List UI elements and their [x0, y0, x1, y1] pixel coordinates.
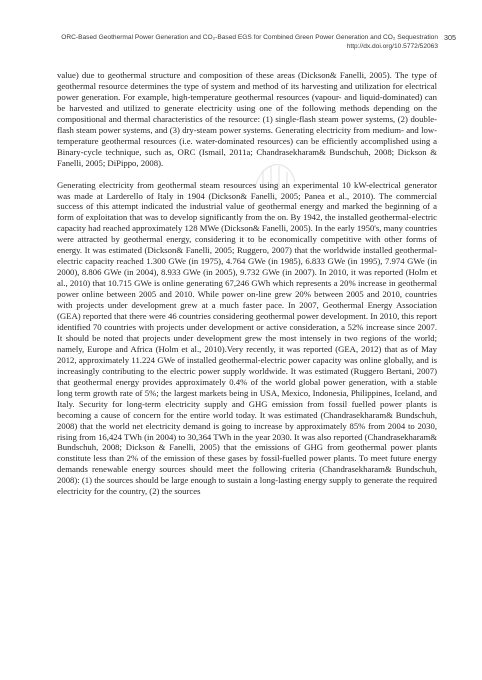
body-text — [57, 70, 437, 508]
paragraph: Generating electricity from geothermal steam resources using an experimental 10 kW-electrical generator was made at Larderello of Italy in 1904 (Dickson& Fanelli, 2005; Panea et al., 2010). The commercial success of this attempt indicated the industrial value of geothermal energy and marked the beginning of a form of exploitation that was to develop significantly from the on. By 1942, the installed geothermal-electric capacity had reached approximately 128 MWe (Dickson& Fanelli, 2005). In the early 1950's, many countries were attracted by geothermal energy, considering it to be economically competitive with other forms of energy. It was estimated (Dickson& Fanelli, 2005; Ruggero, 2007) that the worldwide installed geothermal-electric capacity reached 1.300 GWe (in 1975), 4.764 GWe (in 1985), 6.833 GWe (in 1995), 7.974 GWe (in 2000), 8.806 GWe (in 2004), 8.933 GWe (in 2005), 9.732 GWe (in 2007). In 2010, it was reported (Holm et al., 2010) that 10.715 GWe is online generating 67,246 GWh which represents a 20% increase in geothermal power online between 2005 and 2010. While power on-line grew 20% between 2005 and 2010, countries with projects under development grew at a much faster pace. In 2007, Geothermal Energy Association (GEA) reported that there were 46 countries considering geothermal power development. In 2010, this report identified 70 countries with projects under development or active consideration, a 52% increase since 2007. It should be noted that projects under development grew the most intensely in two regions of the world; namely, Europe and Africa (Holm et al., 2010).Very recently, it was reported (GEA, 2012) that as of May 2012, approximately 11.224 GWe of installed geothermal-electric power capacity was online globally, and is increasingly contributing to the electric power supply worldwide. It was estimated (Ruggero Bertani, 2007) that geothermal energy provides approximately 0.4% of the world global power generation, with a stable long term growth rate of 5%; the largest markets being in USA, Mexico, Indonesia, Philippines, Iceland, and Italy. Security for long-term electricity supply and GHG emission from fossil fuelled power plants is becoming a cause of concern for the entire world today. It was estimated (Chandrasekharam& Bundschuh, 2008) that the world net electricity demand is going to increase by approximately 85% from 2004 to 2030, rising from 16,424 TWh (in 2004) to 30,364 TWh in the year 2030. It was also reported (Chandrasekharam& Bundschuh, 2008; Dickson & Fanelli, 2005) that the emissions of GHG from geothermal power plants constitute less than 2% of the emission of these gases by fossil-fuelled power plants. To meet future energy demands renewable energy sources should meet the following criteria (Chandrasekharam& Bundschuh, 2008): (1) the sources should be large enough to sustain a long-lasting energy supply to generate the required electricity for the country, (2) the sources — [57, 179, 437, 497]
running-head — [61, 33, 438, 51]
paragraph: value) due to geothermal structure and composition of these areas (Dickson& Fanelli, 2005). The type of geothermal resource determines the type of system and method of its harvesting and utilization for electrical power generation. For example, high-temperature geothermal resources (vapour- and liquid-dominated) can be harvested and utilized to generate electricity using one of the following methods depending on the compositional and thermal characteristics of the resource: (1) single-flash steam power systems, (2) double-flash steam power systems, and (3) dry-steam power systems. Generating electricity from medium- and low-temperature geothermal resources (i.e. water-dominated resources) can be efficiently accomplished using a Binary-cycle technique, such as, ORC (Ismail, 2011a; Chandrasekharam& Bundschuh, 2008; Dickson & Fanelli, 2005; DiPippo, 2008). — [57, 70, 437, 168]
page-header — [40, 33, 456, 51]
running-title: ORC-Based Geothermal Power Generation and CO₂-Based EGS for Combined Green Power Generation and CO₂ Sequestration — [61, 34, 438, 41]
page-number: 305 — [444, 33, 456, 42]
doi-link[interactable]: http://dx.doi.org/10.5772/52063 — [346, 43, 438, 51]
